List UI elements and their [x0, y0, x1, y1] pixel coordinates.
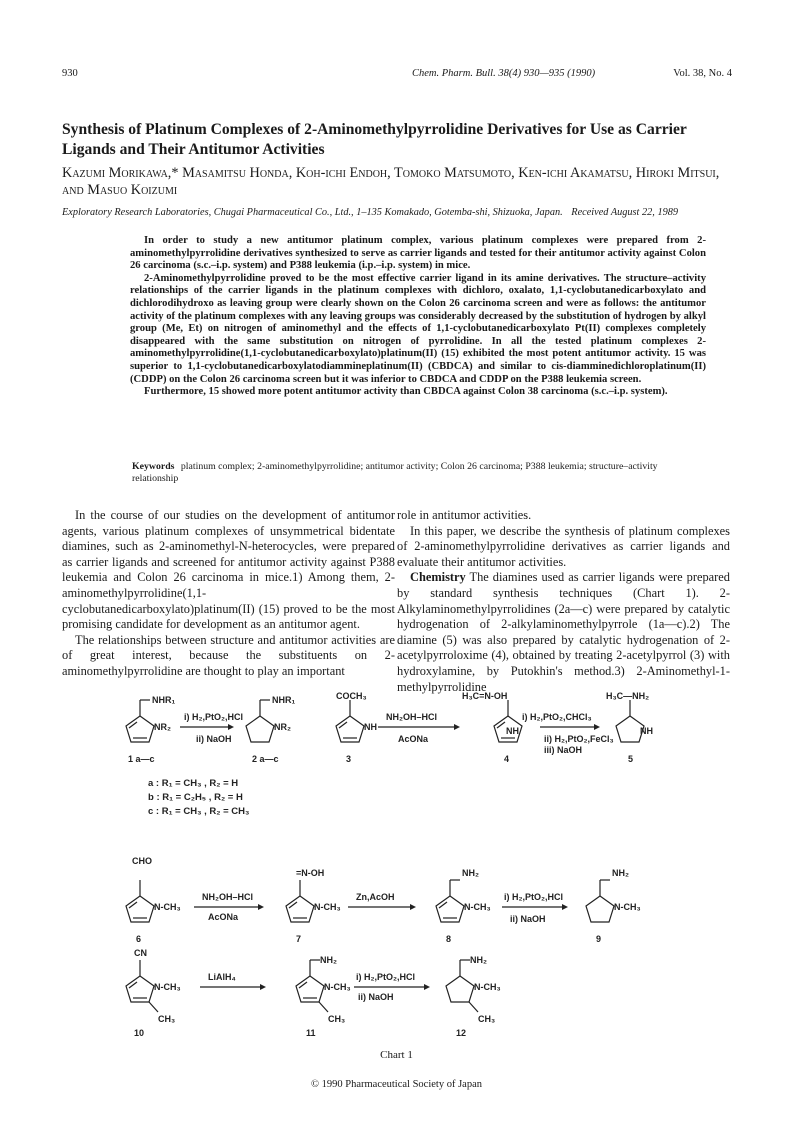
journal-citation: Chem. Pharm. Bull. 38(4) 930—935 (1990) — [412, 68, 596, 79]
body-column-left — [62, 508, 395, 680]
row1-reagent-3b: ii) H₂,PtO₂,FeCl₃ — [544, 734, 614, 744]
body-column-right — [397, 508, 730, 695]
s5-side: NH — [640, 726, 653, 736]
s6-top: CHO — [132, 856, 152, 866]
row2-reagent-1b: AcONa — [208, 912, 239, 922]
intro-paragraph-1: In the course of our studies on the development of antitumor agents, various platinum complexes of unsymmetrical bidentate diamines, such as 2-aminomethyl-N-heterocycles, were prepared as carrier ligands and screened for antitumor activity against P388 leukemia and Colon 26 carcinoma in mice.1) Among them, 2-aminomethylpyrrolidine(1,1-cyclobutanedicarboxylato)platinum(II) (15) proved to be the most promising candidate for development as an antitumor agent. — [62, 508, 395, 632]
s12-label: 12 — [456, 1028, 467, 1038]
keywords-text: platinum complex; 2-aminomethylpyrrolidine; antitumor activity; Colon 26 carcinoma; P388 leukemia; structure–activity relationship — [132, 461, 658, 484]
s10-sub: CH₃ — [158, 1014, 176, 1024]
structure-7-ring — [286, 880, 314, 922]
row2-reagent-3a: i) H₂,PtO₂,HCl — [504, 892, 563, 902]
s11-label: 11 — [306, 1028, 316, 1038]
reaction-scheme-svg — [110, 690, 730, 1040]
s1-top: NHR₁ — [152, 695, 176, 705]
row1-reagent-3c: iii) NaOH — [544, 745, 583, 755]
row2-reagent-2a: Zn,AcOH — [356, 892, 395, 902]
s9-top: NH₂ — [612, 868, 629, 878]
row2-reagent-1a: NH₂OH–HCl — [202, 892, 254, 902]
chemistry-paragraph — [397, 570, 730, 695]
structure-1-ring — [126, 700, 154, 742]
s8-side: N-CH₃ — [464, 902, 491, 912]
s10-side: N-CH₃ — [154, 982, 181, 992]
abstract-paragraph-2: 2-Aminomethylpyrrolidine proved to be the most effective carrier ligand in its amine derivatives. The structure–activity relationships of the carrier ligands in the platinum complexes with dichloro, oxalato, 1,1-cyclobutanedicarboxylato and dichlorodihydroxo as leaving group were clearly shown on the Colon 26 carcinoma screen and were as follows: the antitumor activity of the platinum complexes with any leaving groups was considerably decreased by the substitution of hydrogen by alkyl group (Me, Et) on nitrogen of aminomethyl and the effects of 1,1-cyclobutanedicarboxylato Pt(II) complexes completely disappeared with the same substitution on nitrogen of pyrrolidine. In all the tested platinum complexes 2-aminomethylpyrrolidine(1,1-cyclobutanedicarboxylato)platinum(II) (15) exhibited the most potent antitumor activity. 15 was superior to 1,1-cyclobutanedicarboxylatodiammineplatinum(II) (CBDCA) and similar to cis-diamminedichloroplatinum(II) (CDDP) on the Colon 26 carcinoma screen but it was inferior to CBDCA and CDDP on the P388 leukemia screen. — [130, 272, 706, 385]
legend-c: c : R₁ = CH₃ , R₂ = CH₃ — [148, 806, 250, 817]
s12-sub: CH₃ — [478, 1014, 496, 1024]
s10-top: CN — [134, 948, 147, 958]
structure-8-ring — [436, 880, 464, 922]
s12-side: N-CH₃ — [474, 982, 501, 992]
s11-side: N-CH₃ — [324, 982, 351, 992]
keywords — [132, 461, 706, 485]
s4-label: 4 — [504, 754, 510, 764]
s3-top: COCH₃ — [336, 691, 367, 701]
affiliation-text: Exploratory Research Laboratories, Chugai Pharmaceutical Co., Ltd., 1–135 Komakado, Gotemba-shi, Shizuoka, Japan. — [62, 207, 563, 218]
s11-top: NH₂ — [320, 955, 337, 965]
row1-reagent-2a: NH₂OH–HCl — [386, 712, 438, 722]
reaction-scheme — [110, 690, 730, 1040]
intro-paragraph-4: In this paper, we describe the synthesis of platinum complexes of 2-aminomethylpyrrolidine derivatives as carrier ligands and evaluate their antitumor activities. — [397, 523, 730, 569]
s5-label: 5 — [628, 754, 634, 764]
keywords-label: Keywords — [132, 461, 175, 472]
s12-top: NH₂ — [470, 955, 487, 965]
s11-sub: CH₃ — [328, 1014, 346, 1024]
received-date: Received August 22, 1989 — [571, 207, 679, 218]
structure-6-ring — [126, 880, 154, 922]
page-number: 930 — [62, 68, 78, 79]
s5-top: H₃C—NH₂ — [606, 691, 650, 701]
chemistry-text: The diamines used as carrier ligands were prepared by standard synthesis techniques (Chart 1). 2-Alkylaminomethylpyrrolidines (2a—c) were prepared by catalytic hydrogenation of 2-alkylaminomethylpyrrole (1a—c).2) The diamine (5) was also prepared by catalytic hydrogenation of 2-acetylpyrroloxime (4), obtained by treating 2-acetylpyrrol (3) with hydroxylamine, by Putokhin's method.3) 2-Aminomethyl-1-methylpyrrolidine — [397, 570, 730, 694]
s8-label: 8 — [446, 934, 452, 944]
abstract-paragraph-3: Furthermore, 15 showed more potent antitumor activity than CBDCA against Colon 38 carcinoma (s.c.–i.p. system). — [144, 386, 668, 398]
s9-side: N-CH₃ — [614, 902, 641, 912]
structure-3-ring — [336, 700, 364, 742]
chemistry-heading: Chemistry — [410, 570, 466, 585]
row3-reagent-2b: ii) NaOH — [358, 992, 394, 1002]
row3-reagent-1a: LiAlH₄ — [208, 972, 236, 982]
running-header — [62, 68, 732, 82]
row1-reagent-1b: ii) NaOH — [196, 734, 232, 744]
abstract — [130, 235, 706, 399]
s7-side: N-CH₃ — [314, 902, 341, 912]
s4-top: H₃C=N-OH — [462, 691, 508, 701]
intro-paragraph-2: The relationships between structure and antitumor activities are of great interest, because the substituents on 2-aminomethylpyrrolidine are thought to play an important — [62, 632, 395, 678]
structure-9-ring — [586, 880, 614, 922]
legend-b: b : R₁ = C₂H₅ , R₂ = H — [148, 792, 243, 803]
legend-a: a : R₁ = CH₃ , R₂ = H — [148, 778, 239, 789]
s4-side: NH — [506, 726, 519, 736]
s2-side: NR₂ — [274, 722, 291, 732]
s6-label: 6 — [136, 934, 142, 944]
s3-label: 3 — [346, 754, 352, 764]
volume-number: Vol. 38, No. 4 — [673, 68, 732, 79]
row1-reagent-1a: i) H₂,PtO₂,HCl — [184, 712, 243, 722]
row3-reagent-2a: i) H₂,PtO₂,HCl — [356, 972, 415, 982]
row2-reagent-3b: ii) NaOH — [510, 914, 546, 924]
arrowheads — [228, 724, 600, 990]
s6-side: N-CH₃ — [154, 902, 181, 912]
s2-top: NHR₁ — [272, 695, 296, 705]
s7-label: 7 — [296, 934, 302, 944]
article-title: Synthesis of Platinum Complexes of 2-Aminomethylpyrrolidine Derivatives for Use as Carrier Ligands and Their Antitumor Activities — [62, 121, 687, 158]
copyright: © 1990 Pharmaceutical Society of Japan — [311, 1079, 482, 1090]
abstract-paragraph-1: In order to study a new antitumor platinum complex, various platinum complexes were prepared from 2-aminomethylpyrrolidine derivatives synthesized to serve as carrier ligands and tested for their antitumor activity against Colon 26 carcinoma (s.c.–i.p. system) and P388 leukemia (i.p.–i.p. system) in mice. — [130, 235, 706, 272]
s1-side: NR₂ — [154, 722, 171, 732]
affiliation — [62, 206, 742, 219]
s7-top: =N-OH — [296, 868, 325, 878]
s2-label: 2 a—c — [252, 754, 279, 764]
chart-caption: Chart 1 — [380, 1049, 413, 1061]
s10-label: 10 — [134, 1028, 145, 1038]
row1-reagent-3a: i) H₂,PtO₂,CHCl₃ — [522, 712, 592, 722]
intro-paragraph-3: role in antitumor activities. — [397, 508, 532, 522]
structure-2-ring — [246, 700, 274, 742]
s1-label: 1 a—c — [128, 754, 155, 764]
author-list: Kazumi Morikawa,* Masamitsu Honda, Koh-ichi Endoh, Tomoko Matsumoto, Ken-ichi Akamatsu, Hiroki Mitsui, and Masuo Koizumi — [62, 165, 720, 198]
s8-top: NH₂ — [462, 868, 479, 878]
s3-side: NH — [364, 722, 377, 732]
row1-reagent-2b: AcONa — [398, 734, 429, 744]
s9-label: 9 — [596, 934, 602, 944]
